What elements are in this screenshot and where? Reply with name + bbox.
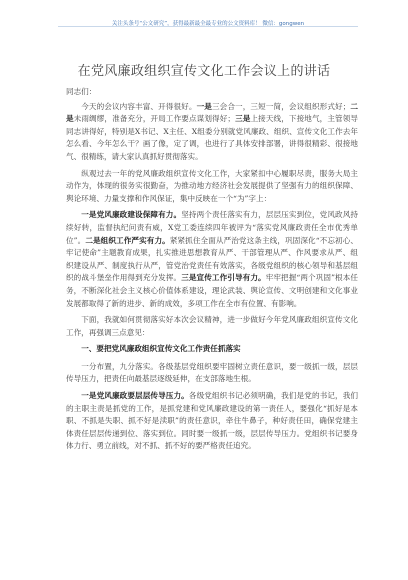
text-run: 今天的会议内容丰富、开得很好。	[81, 101, 197, 111]
top-promo-banner	[58, 10, 358, 27]
paragraph-implementation: 一分布置，九分落实。各级基层党组织要牢固树立责任意识，要一级抓一级，层层传导压力，把责任向最基层逐级延伸，在支部落地生根。	[66, 361, 358, 384]
bold-run: 二是组织工作严实有力。	[85, 235, 170, 245]
bold-run: 一是党风廉政要层层传导压力。	[81, 391, 189, 401]
paragraph-transition: 下面，我就如何贯彻落实好本次会议精神，进一步做好今年党风廉政组织宣传文化工作，再强调三点意见：	[66, 315, 358, 337]
paragraph-review: 纵观过去一年的党风廉政组织宣传文化工作，大家紧扣中心履职尽责，服务大局主动作为，体现的很务实很勤奋，为推动地方经济社会发展提供了坚强有力的组织保障、舆论环境、力量支撑和作风保证，集中反映在一个“为”字上：	[66, 168, 358, 203]
paragraph-achievements	[66, 209, 358, 310]
bold-run: 二是	[66, 101, 359, 124]
paragraph-opening	[66, 101, 358, 164]
document-body	[66, 86, 358, 457]
text-run: 各级党组织书记必须明确，我们是党的书记，我们的主职主责是抓党的工作，是抓党建和党风廉政建设的第一责任人，要强化“抓好是本职、不抓是失职、抓不好是渎职”的责任意识，牵住牛鼻子，种好责任田，确保党建主体责任层层传递到位、落实到位。同时要一级抓一级，层层传导压力。党组织书记要身体力行、勇立前线，对不抓、抓不好的要严格责任追究。	[66, 391, 358, 451]
text-run: 三会合一，三短一简，会议组织形式好；	[211, 101, 351, 111]
salutation: 同志们：	[66, 87, 97, 96]
bold-run: 一是	[196, 101, 212, 111]
bold-run: 三是宣传工作引导有力。	[181, 273, 266, 283]
promo-banner-text: 关注头条号“公文研究”，获得最新最全最专业的公文资料库！ 微信：gongwen	[111, 21, 305, 27]
document-title: 在党风廉政组织宣传文化工作会议上的讲话	[77, 64, 331, 79]
text-run: 未雨绸缪，准备充分，开局工作要点谋划得好；	[73, 114, 236, 124]
bold-run: 三是	[235, 114, 251, 124]
text-run: 坚持两个责任落实有力，层层压实到位，党风政风持续好转，监督执纪问责有威，X党工委连续四年被评为“落实党风廉政责任全市优秀单位”。	[66, 210, 359, 245]
bold-run: 一是党风廉政建设保障有力。	[81, 210, 182, 220]
text-run: 紧紧抓住全面从严治党这条主线，巩固深化“不忘初心、牢记使命”主题教育成果，扎实推进思想教育从严、干部管理从严、作风要求从严、组织建设从严、制度执行从严，管党治党责任有效落实，各级党组织的核心领导和基层组织的战斗堡垒作用得到充分发挥。	[66, 235, 358, 283]
text-run: 上接天线，下接地气，主管领导同志讲得好，特别是X书记、X主任、X组委分别就党风廉政、组织、宣传文化工作去年怎么看、今年怎么干？画了像，定了调，也进行了具体安排部署，讲得很精彩、很接地气、很精练，请大家认真抓好贯彻落实。	[66, 114, 359, 161]
paragraph-responsibility	[66, 390, 358, 453]
section-heading-1: 一、要把党风廉政组织宣传文化工作责任抓落实	[81, 344, 241, 354]
text-run: 牢牢把握“两个巩固”根本任务，不断深化社会主义核心价值体系建设，理论武装、舆论宣传、文明创建和文化事业发展都取得了新的进步、新的成效，多项工作在全市有位置、有影响。	[66, 273, 359, 308]
